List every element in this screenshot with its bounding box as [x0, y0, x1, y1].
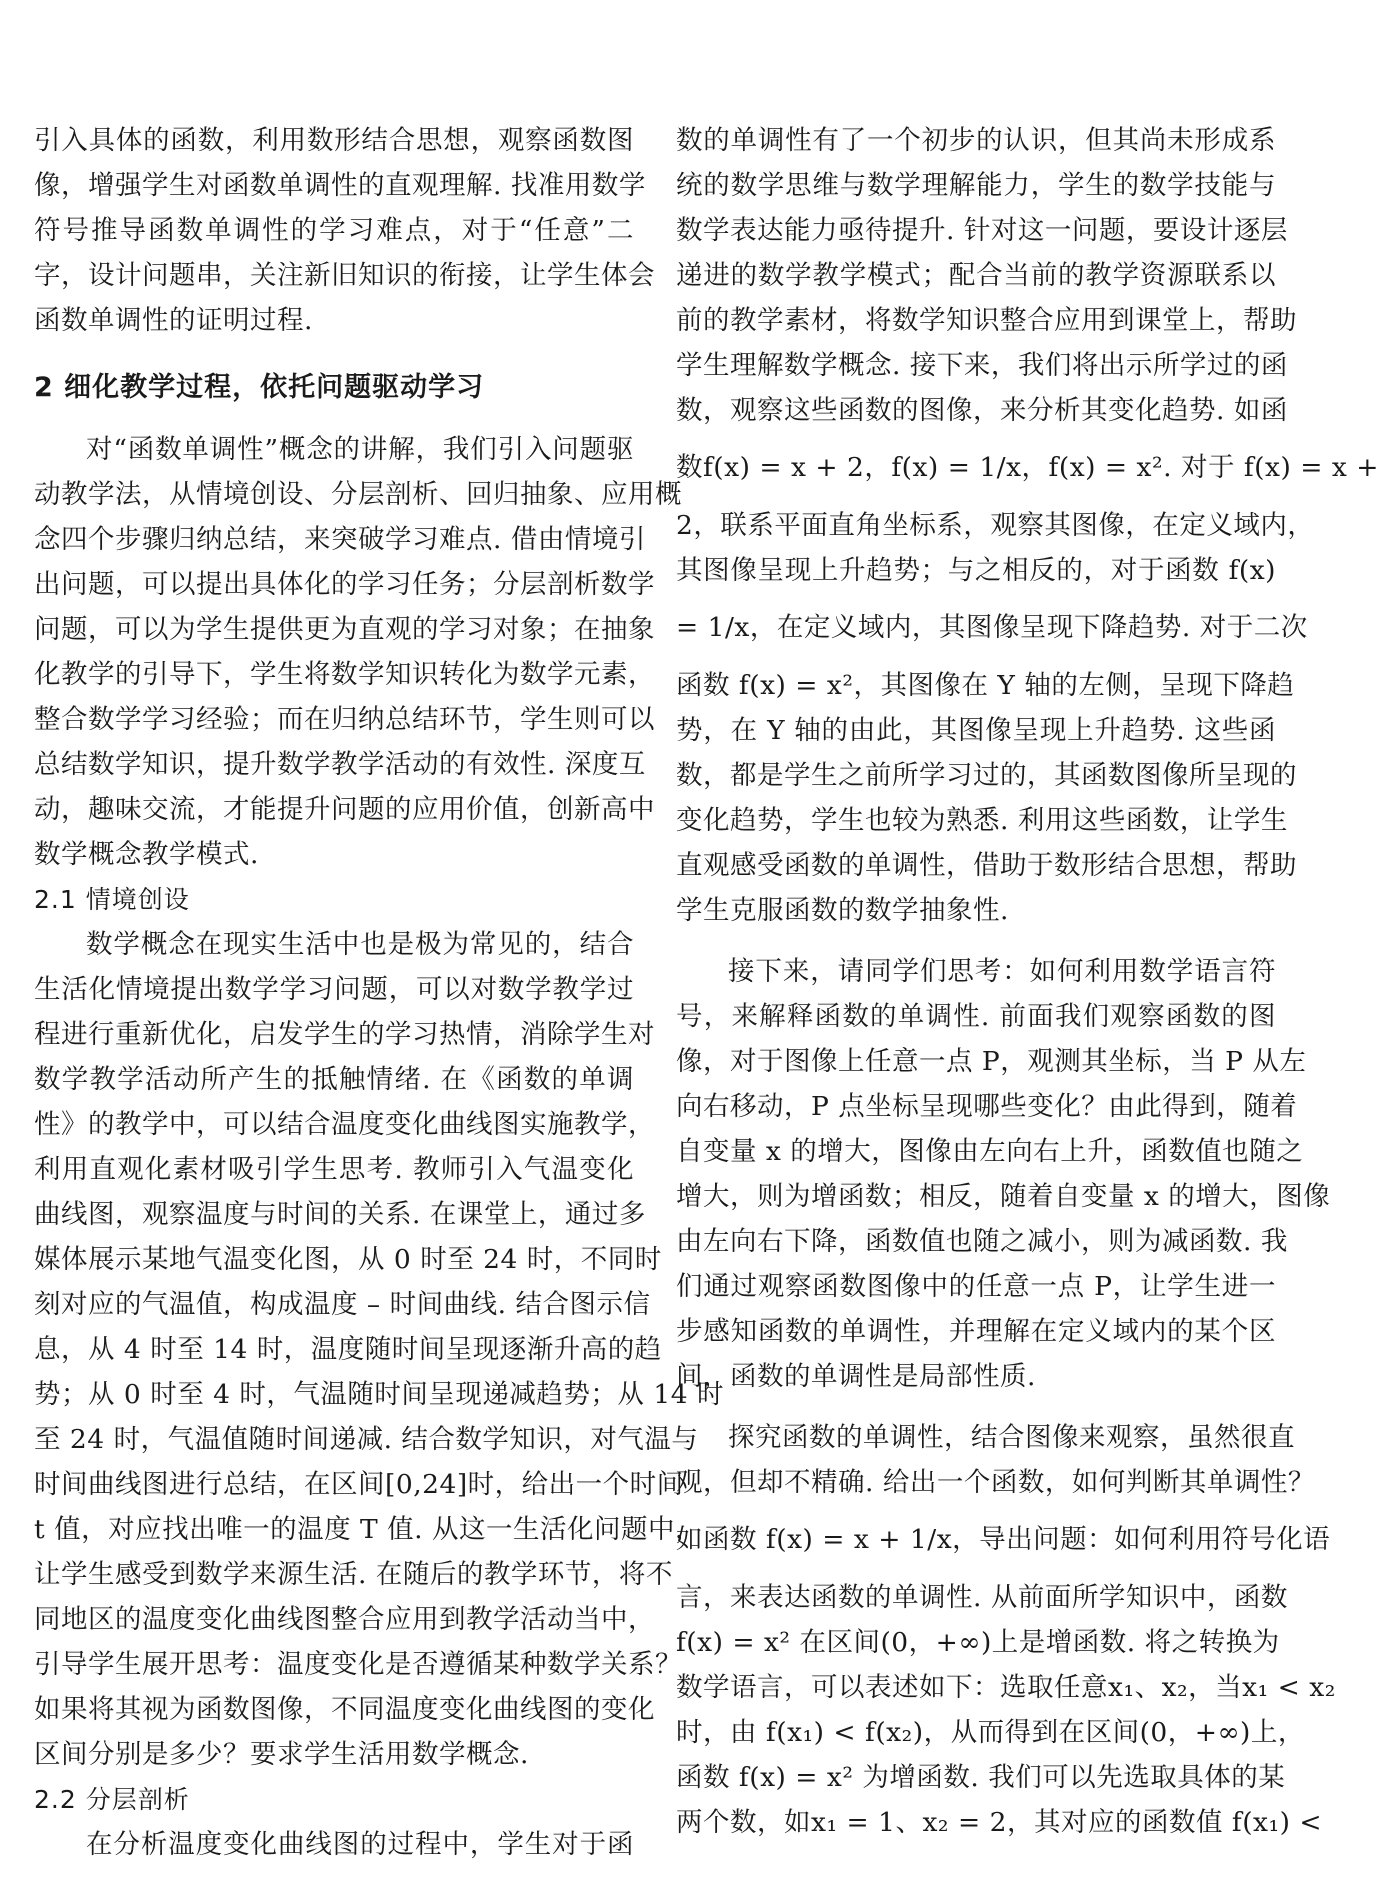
- text-line: 利用直观化素材吸引学生思考. 教师引入气温变化: [34, 1154, 634, 1185]
- text-line: 像，对于图像上任意一点 P，观测其坐标，当 P 从左: [676, 1046, 1307, 1077]
- subsection-2-2-heading: 2.2 分层剖析: [34, 1785, 190, 1814]
- text-line: 出问题，可以提出具体化的学习任务；分层剖析数学: [34, 569, 655, 600]
- text-line: 时间曲线图进行总结，在区间[0,24]时，给出一个时间: [34, 1469, 684, 1500]
- text-line: 数学表达能力亟待提升. 针对这一问题，要设计逐层: [676, 215, 1288, 246]
- text-line: 媒体展示某地气温变化图，从 0 时至 24 时，不同时: [34, 1244, 662, 1275]
- text-line: 势；从 0 时至 4 时，气温随时间呈现递减趋势；从 14 时: [34, 1379, 724, 1410]
- text-line: 号，来解释函数的单调性. 前面我们观察函数的图: [676, 1001, 1276, 1032]
- text-line: 两个数，如x₁ = 1、x₂ = 2，其对应的函数值 f(x₁) <: [676, 1807, 1323, 1838]
- text-line: 问题，可以为学生提供更为直观的学习对象；在抽象: [34, 614, 655, 645]
- paragraph-functions-intro: [676, 118, 1379, 933]
- text-line: 自变量 x 的增大，图像由左向右上升，函数值也随之: [676, 1136, 1304, 1167]
- text-line: 观，但却不精确. 给出一个函数，如何判断其单调性？: [676, 1467, 1315, 1498]
- paragraph-symbolic-language: [676, 949, 1331, 1399]
- text-line: 数学概念在现实生活中也是极为常见的，结合: [86, 929, 634, 960]
- section-2-heading: 2 细化教学过程，依托问题驱动学习: [34, 372, 485, 403]
- text-line: 势，在 Y 轴的由此，其图像呈现上升趋势. 这些函: [676, 715, 1276, 746]
- text-line: 数学语言，可以表述如下：选取任意x₁、x₂，当x₁ < x₂: [676, 1672, 1336, 1703]
- text-line: 字，设计问题串，关注新旧知识的衔接，让学生体会: [34, 260, 655, 291]
- text-line: 性》的教学中，可以结合温度变化曲线图实施教学，: [34, 1109, 655, 1140]
- text-line: 们通过观察函数图像中的任意一点 P，让学生进一: [676, 1271, 1276, 1302]
- text-line: 动，趣味交流，才能提升问题的应用价值，创新高中: [34, 794, 655, 825]
- text-line: 学生克服函数的数学抽象性.: [676, 895, 1009, 926]
- subsection-2-1-paragraph: [34, 922, 724, 1777]
- text-line: 数学概念教学模式.: [34, 839, 259, 870]
- text-line: 数的单调性有了一个初步的认识，但其尚未形成系: [676, 125, 1276, 156]
- text-line: 时，由 f(x₁) < f(x₂)，从而得到在区间(0，+∞)上，: [676, 1717, 1305, 1748]
- text-line: 增大，则为增函数；相反，随着自变量 x 的增大，图像: [676, 1181, 1331, 1212]
- text-line: 函数 f(x) = x² 为增函数. 我们可以先选取具体的某: [676, 1762, 1286, 1793]
- paragraph-monotonicity-proof: [676, 1415, 1336, 1845]
- text-line: 曲线图，观察温度与时间的关系. 在课堂上，通过多: [34, 1199, 646, 1230]
- intro-paragraph: [34, 118, 655, 343]
- text-line: 其图像呈现上升趋势；与之相反的，对于函数 f(x): [676, 555, 1276, 586]
- text-line: 在分析温度变化曲线图的过程中，学生对于函: [86, 1829, 634, 1860]
- text-line: 总结数学知识，提升数学教学活动的有效性. 深度互: [34, 749, 646, 780]
- text-line: 函数 f(x) = x²，其图像在 Y 轴的左侧，呈现下降趋: [676, 670, 1295, 701]
- text-line: 程进行重新优化，启发学生的学习热情，消除学生对: [34, 1019, 655, 1050]
- text-line: 息，从 4 时至 14 时，温度随时间呈现逐渐升高的趋: [34, 1334, 662, 1365]
- text-line: 统的数学思维与数学理解能力，学生的数学技能与: [676, 170, 1276, 201]
- section-2-paragraph: [34, 427, 682, 877]
- text-line: 直观感受函数的单调性，借助于数形结合思想，帮助: [676, 850, 1297, 881]
- left-column: [34, 118, 724, 1867]
- subsection-2-2-paragraph: [34, 1822, 634, 1867]
- text-line: 像，增强学生对函数单调性的直观理解. 找准用数学: [34, 170, 646, 201]
- text-line: 至 24 时，气温值随时间递减. 结合数学知识，对气温与: [34, 1424, 699, 1455]
- text-line-formula: 数f(x) = x + 2，f(x) = 1/x，f(x) = x². 对于 f(x) = x +: [676, 452, 1379, 483]
- text-line: 变化趋势，学生也较为熟悉. 利用这些函数，让学生: [676, 805, 1288, 836]
- text-line: 函数单调性的证明过程.: [34, 305, 313, 336]
- text-line: 由左向右下降，函数值也随之减小，则为减函数. 我: [676, 1226, 1288, 1257]
- text-line: 接下来，请同学们思考：如何利用数学语言符: [728, 956, 1276, 987]
- text-line: 向右移动，P 点坐标呈现哪些变化？由此得到，随着: [676, 1091, 1298, 1122]
- text-line: 如果将其视为函数图像，不同温度变化曲线图的变化: [34, 1694, 655, 1725]
- text-line: 间，函数的单调性是局部性质.: [676, 1361, 1036, 1392]
- text-line: 探究函数的单调性，结合图像来观察，虽然很直: [728, 1422, 1295, 1453]
- text-line: 整合数学学习经验；而在归纳总结环节，学生则可以: [34, 704, 655, 735]
- text-line: 学生理解数学概念. 接下来，我们将出示所学过的函: [676, 350, 1288, 381]
- text-line: 数，都是学生之前所学习过的，其函数图像所呈现的: [676, 760, 1297, 791]
- text-line-formula: = 1/x，在定义域内，其图像呈现下降趋势. 对于二次: [676, 612, 1308, 643]
- text-line: 对“函数单调性”概念的讲解，我们引入问题驱: [86, 434, 634, 465]
- right-column: [676, 118, 1379, 1845]
- text-line-formula: 如函数 f(x) = x + 1/x，导出问题：如何利用符号化语: [676, 1524, 1331, 1555]
- text-line: 递进的数学教学模式；配合当前的教学资源联系以: [676, 260, 1276, 291]
- text-line: 同地区的温度变化曲线图整合应用到教学活动当中，: [34, 1604, 655, 1635]
- text-line: 数，观察这些函数的图像，来分析其变化趋势. 如函: [676, 395, 1288, 426]
- text-line: 刻对应的气温值，构成温度 – 时间曲线. 结合图示信: [34, 1289, 651, 1320]
- text-line: 念四个步骤归纳总结，来突破学习难点. 借由情境引: [34, 524, 646, 555]
- text-line: t 值，对应找出唯一的温度 T 值. 从这一生活化问题中，: [34, 1514, 702, 1545]
- text-line: 引导学生展开思考：温度变化是否遵循某种数学关系？: [34, 1649, 682, 1680]
- text-line: 2，联系平面直角坐标系，观察其图像，在定义域内，: [676, 510, 1315, 541]
- text-line: 让学生感受到数学来源生活. 在随后的教学环节，将不: [34, 1559, 673, 1590]
- text-line: 动教学法，从情境创设、分层剖析、回归抽象、应用概: [34, 479, 682, 510]
- text-line: 区间分别是多少？要求学生活用数学概念.: [34, 1739, 529, 1770]
- text-line: f(x) = x² 在区间(0，+∞)上是增函数. 将之转换为: [676, 1627, 1280, 1658]
- text-line: 化教学的引导下，学生将数学知识转化为数学元素，: [34, 659, 655, 690]
- text-line: 步感知函数的单调性，并理解在定义域内的某个区: [676, 1316, 1276, 1347]
- text-line: 前的教学素材，将数学知识整合应用到课堂上，帮助: [676, 305, 1297, 336]
- text-line: 言，来表达函数的单调性. 从前面所学知识中，函数: [676, 1582, 1288, 1613]
- text-line: 数学教学活动所产生的抵触情绪. 在《函数的单调: [34, 1064, 634, 1095]
- subsection-2-1-heading: 2.1 情境创设: [34, 885, 190, 914]
- text-line: 生活化情境提出数学学习问题，可以对数学教学过: [34, 974, 634, 1005]
- text-line: 引入具体的函数，利用数形结合思想，观察函数图: [34, 125, 634, 156]
- text-line: 符号推导函数单调性的学习难点，对于“任意”二: [34, 215, 634, 246]
